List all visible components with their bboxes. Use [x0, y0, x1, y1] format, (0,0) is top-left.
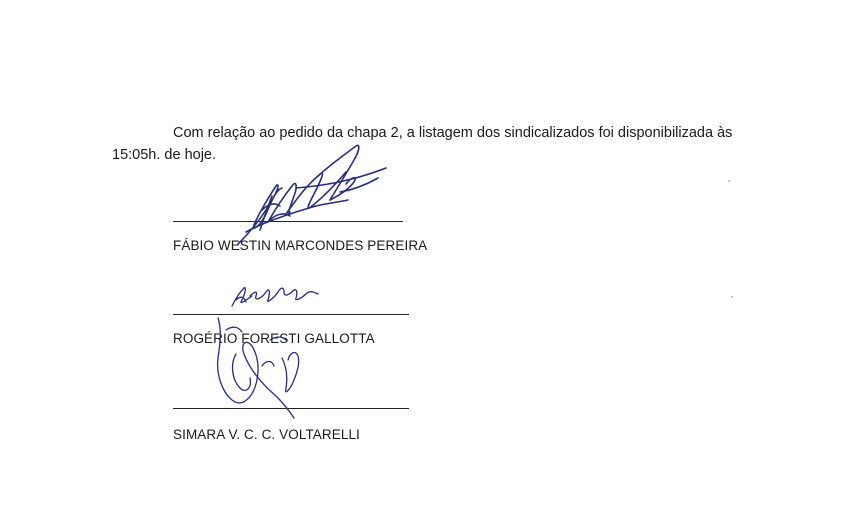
declaration-paragraph [112, 122, 732, 166]
signature-line-2 [173, 314, 409, 315]
scan-speck [731, 296, 733, 298]
paragraph-line-1: Com relação ao pedido da chapa 2, a listagem dos sindicalizados foi disponibilizada às [173, 125, 733, 141]
paragraph-line-2: 15:05h. de hoje. [112, 147, 217, 163]
signatory-name-1: FÁBIO WESTIN MARCONDES PEREIRA [173, 238, 428, 253]
scan-speck [728, 180, 730, 182]
signature-line-1 [173, 221, 403, 222]
signature-line-3 [173, 408, 409, 409]
signatory-name-3: SIMARA V. C. C. VOLTARELLI [173, 427, 360, 442]
signature-2-scribble [232, 288, 318, 306]
signatory-name-2: ROGÉRIO FORESTI GALLOTTA [173, 331, 375, 346]
